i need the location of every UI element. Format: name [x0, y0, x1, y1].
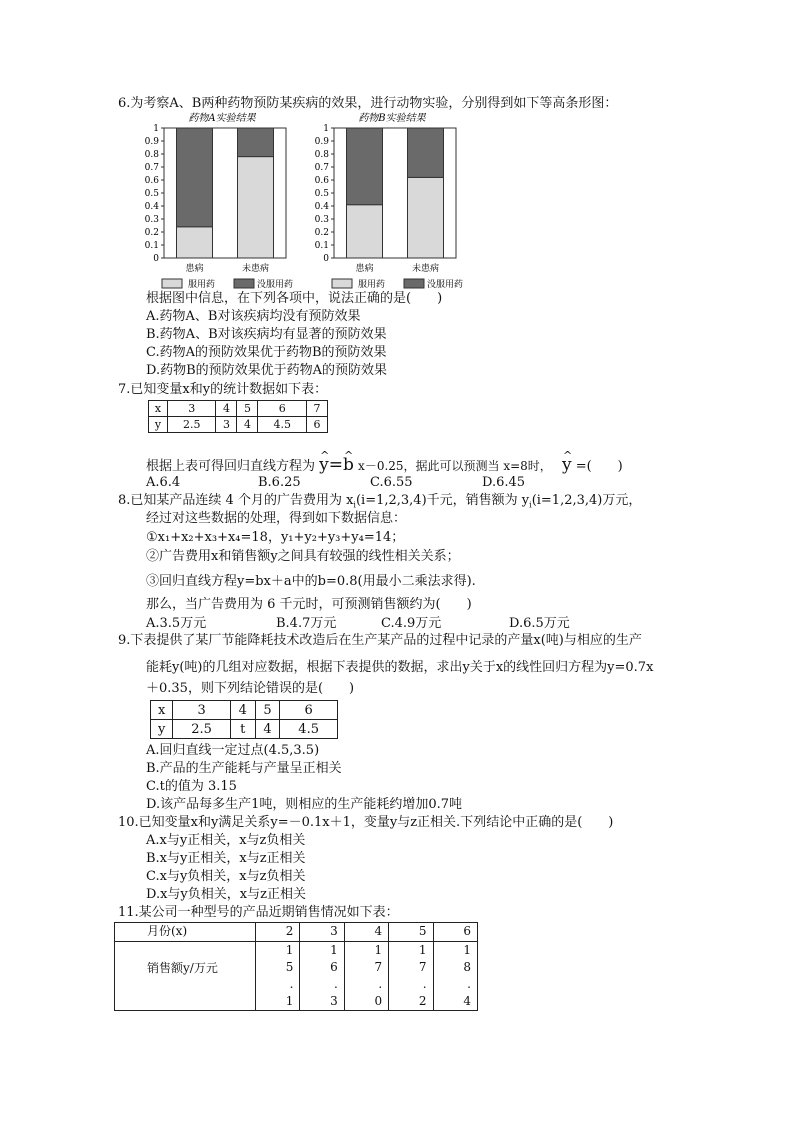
digit: .	[422, 977, 427, 991]
table-cell: 3	[167, 401, 216, 417]
table-header-cell: 4	[344, 923, 388, 942]
table-cell: 2.5	[173, 720, 231, 739]
digit: 4	[463, 994, 471, 1008]
bar-segment-took-drug	[177, 227, 213, 258]
table-cell: 4	[216, 401, 237, 417]
q7-option-c: C.6.55	[370, 475, 413, 490]
table-cell: 3	[173, 701, 231, 720]
table-cell: 7	[306, 401, 327, 417]
digit: 1	[374, 943, 383, 957]
q8-line-3: ①x₁+x₂+x₃+x₄=18，y₁+y₂+y₃+y₄=14；	[146, 530, 405, 545]
q8-option-a: A.3.5万元	[146, 616, 207, 631]
q6-option-a: A.药物A、B对该疾病均没有预防效果	[146, 309, 361, 324]
q8-option-c: C.4.9万元	[381, 616, 442, 631]
bar-segment-took-drug	[347, 205, 383, 258]
q6-option-c: C.药物A的预防效果优于药物B的预防效果	[146, 345, 387, 360]
bar-segment-took-drug	[408, 177, 444, 258]
y-tick-label: 0	[153, 254, 159, 264]
table-cell: y	[149, 417, 168, 433]
table-header-cell: 2	[256, 923, 300, 942]
q7-equals: =	[328, 455, 344, 475]
q9-line-2: 能耗y(吨)的几组对应数据，根据下表提供的数据，求出y关于x的线性回归方程为y=0.7x	[146, 660, 654, 675]
legend-label: 服用药	[188, 280, 216, 290]
digit: .	[289, 977, 294, 991]
table-cell: 6	[280, 701, 338, 720]
q9-line-3: ＋0.35，则下列结论错误的是( )	[146, 681, 355, 696]
q10-stem: 10.已知变量x和y满足关系y=－0.1x＋1，变量y与z正相关.下列结论中正确的是( )	[118, 815, 614, 830]
q6-stem: 6.为考察A、B两种药物预防某疾病的效果，进行动物实验，分别得到如下等高条形图：	[118, 96, 618, 111]
table-cell: 4	[230, 701, 255, 720]
x-tick-label: 未患病	[411, 264, 440, 274]
q9-line-1: 9.下表提供了某厂节能降耗技术改造后在生产某产品的过程中记录的产量x(吨)与相应的生产	[118, 633, 642, 648]
table-cell: 5	[237, 401, 258, 417]
chart-drug-a	[134, 110, 314, 295]
table-header-cell: 3	[300, 923, 344, 942]
x-tick-label: 患病	[355, 264, 374, 274]
legend-label: 服用药	[358, 280, 386, 290]
table-cell: 4	[255, 720, 280, 739]
table-row	[149, 401, 328, 417]
y-tick-label: 0.9	[314, 137, 329, 147]
q10-option-d: D.x与y负相关，x与z正相关	[146, 887, 306, 902]
digit: 7	[374, 960, 383, 974]
y-tick-label: 0.6	[144, 176, 159, 186]
table-cell: x	[151, 701, 173, 720]
legend-label: 没服用药	[257, 280, 294, 290]
table-cell: 6	[258, 401, 307, 417]
digit: .	[378, 977, 383, 991]
q7-tail: =( )	[575, 459, 623, 474]
table-cell: 2.5	[167, 417, 216, 433]
y-tick-label: 0.8	[144, 150, 159, 160]
q8-stem-part: (i=1,2,3,4)万元，	[531, 493, 642, 508]
q9-data-table	[150, 700, 338, 739]
legend-swatch-no-drug	[404, 279, 424, 288]
q9-option-a: A.回归直线一定过点(4.5,3.5)	[146, 743, 320, 758]
q9-option-c: C.t的值为 3.15	[146, 779, 237, 794]
digit: 3	[330, 994, 338, 1008]
q6-option-b: B.药物A、B对该疾病均有显著的预防效果	[146, 327, 387, 342]
y-tick-label: 0.9	[144, 137, 159, 147]
digit: .	[333, 977, 338, 991]
legend-swatch-took-drug	[332, 279, 352, 288]
table-cell: 5	[255, 701, 280, 720]
q8-subscript: i	[353, 500, 356, 510]
y-tick-label: 0.1	[314, 241, 329, 251]
q8-line-5: ③回归直线方程y=bx＋a中的b=0.8(用最小二乘法求得).	[146, 574, 476, 589]
q7-b-hat: ^ b	[343, 454, 354, 476]
q8-stem-part: 8.已知某产品连续 4 个月的广告费用为 x	[118, 493, 354, 508]
q7-y-hat-tail: ^ y	[562, 454, 572, 476]
bar-segment-took-drug	[238, 157, 274, 258]
q9-option-d: D.该产品每多生产1吨，则相应的生产能耗约增加0.7吨	[146, 797, 463, 812]
table-cell	[344, 942, 388, 1011]
legend-label: 没服用药	[427, 280, 464, 290]
y-tick-label: 0.8	[314, 150, 329, 160]
y-tick-label: 0.3	[144, 215, 159, 225]
q8-line-2: 经过对这些数据的处理，得到如下数据信息：	[146, 511, 407, 526]
table-cell	[256, 942, 300, 1011]
table-cell	[433, 942, 477, 1011]
y-tick-label: 0.6	[314, 176, 329, 186]
chart-title: 药物B实验结果	[358, 113, 426, 124]
q7-option-d: D.6.45	[482, 475, 526, 490]
q11-stem: 11.某公司一种型号的产品近期销售情况如下表：	[118, 905, 399, 920]
q7-equation-rest: x－0.25，据此可以预测当 x=8时，	[358, 459, 552, 473]
table-cell: 4	[237, 417, 258, 433]
digit: 0	[374, 994, 383, 1008]
table-header-cell: 6	[433, 923, 477, 942]
y-tick-label: 0.3	[314, 215, 329, 225]
q10-option-c: C.x与y负相关，x与z负相关	[146, 869, 306, 884]
table-header-cell: 5	[389, 923, 433, 942]
y-tick-label: 0.4	[314, 202, 329, 212]
y-tick-label: 0.7	[144, 163, 159, 173]
y-tick-label: 0	[323, 254, 329, 264]
digit: 1	[285, 994, 294, 1008]
q7-y-hat: ^ y	[319, 454, 329, 476]
table-row	[115, 942, 478, 1011]
q7-option-a: A.6.4	[146, 475, 181, 490]
digit: 6	[330, 960, 338, 974]
q8-line-6: 那么，当广告费用为 6 千元时，可预测销售额约为( )	[146, 597, 472, 612]
digit: 7	[418, 960, 427, 974]
y-tick-label: 0.2	[314, 228, 329, 238]
y-tick-label: 0.2	[144, 228, 159, 238]
table-row	[115, 923, 478, 942]
bar-segment-no-drug	[238, 128, 274, 157]
table-cell: 6	[306, 417, 327, 433]
digit: 8	[463, 960, 471, 974]
q6-option-d: D.药物B的预防效果优于药物A的预防效果	[146, 363, 388, 378]
y-tick-label: 0.4	[144, 202, 159, 212]
table-cell: 3	[216, 417, 237, 433]
y-tick-label: 0.1	[144, 241, 159, 251]
bar-segment-no-drug	[177, 128, 213, 227]
table-cell	[300, 942, 344, 1011]
q9-option-b: B.产品的生产能耗与产量呈正相关	[146, 761, 342, 776]
y-tick-label: 1	[323, 124, 329, 134]
q10-option-a: A.x与y正相关，x与z负相关	[146, 833, 306, 848]
digit: 1	[418, 943, 427, 957]
q11-sales-table	[114, 922, 478, 1011]
digit: 5	[285, 960, 294, 974]
q8-stem-part: (i=1,2,3,4)千元，销售额为 y	[355, 493, 530, 508]
table-cell	[389, 942, 433, 1011]
table-cell: 4.5	[280, 720, 338, 739]
q7-stem: 7.已知变量x和y的统计数据如下表：	[118, 382, 328, 397]
digit: 1	[285, 943, 294, 957]
table-cell: 4.5	[258, 417, 307, 433]
legend-swatch-took-drug	[162, 279, 182, 288]
legend-swatch-no-drug	[234, 279, 254, 288]
table-header-cell: 月份(x)	[115, 923, 256, 942]
y-tick-label: 0.5	[144, 189, 159, 199]
digit: .	[467, 977, 471, 991]
table-cell: x	[149, 401, 168, 417]
table-row	[149, 417, 328, 433]
digit: 1	[463, 943, 471, 957]
q8-subscript: i	[529, 500, 532, 510]
q8-option-d: D.6.5万元	[509, 616, 570, 631]
bar-segment-no-drug	[347, 128, 383, 205]
y-tick-label: 0.5	[314, 189, 329, 199]
bar-segment-no-drug	[408, 128, 444, 177]
y-tick-label: 1	[153, 124, 159, 134]
y-tick-label: 0.7	[314, 163, 329, 173]
table-row	[151, 701, 338, 720]
q10-option-b: B.x与y正相关，x与z正相关	[146, 851, 306, 866]
digit: 1	[330, 943, 338, 957]
table-cell: t	[230, 720, 255, 739]
chart-title: 药物A实验结果	[188, 113, 256, 124]
row-label-sales: 销售额y/万元	[115, 942, 256, 1011]
digit: 2	[418, 994, 427, 1008]
x-tick-label: 患病	[185, 264, 204, 274]
q6-question: 根据图中信息，在下列各项中，说法正确的是( )	[146, 291, 443, 306]
q7-data-table	[148, 400, 328, 433]
q7-option-b: B.6.25	[258, 475, 301, 490]
x-tick-label: 未患病	[241, 264, 270, 274]
q8-option-b: B.4.7万元	[276, 616, 337, 631]
chart-drug-b	[304, 110, 484, 295]
table-cell: y	[151, 720, 173, 739]
q7-text-before: 根据上表可得回归直线方程为	[146, 459, 316, 474]
table-row	[151, 720, 338, 739]
q8-line-4: ②广告费用x和销售额y之间具有较强的线性相关关系；	[146, 549, 460, 564]
